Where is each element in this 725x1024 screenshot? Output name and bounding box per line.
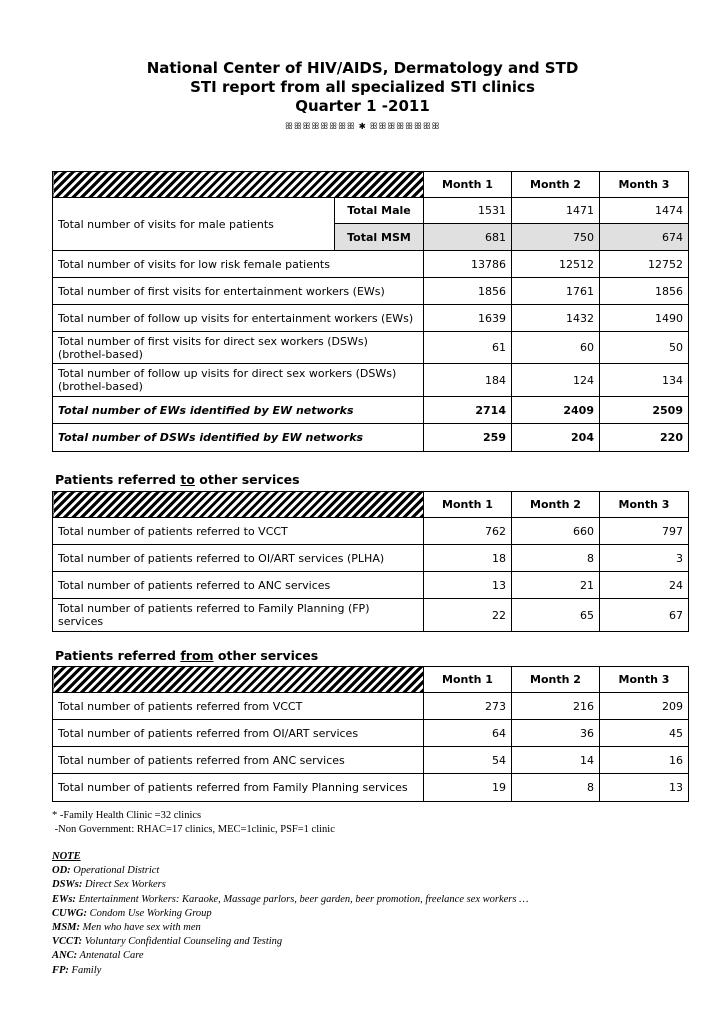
cell-value: 1639 bbox=[424, 305, 512, 332]
note-item: EWs: Entertainment Workers: Karaoke, Massage parlors, beer garden, beer promotion, freelance sex workers … bbox=[52, 893, 529, 905]
cell-value: 54 bbox=[424, 747, 512, 774]
cell-value: 12752 bbox=[600, 251, 689, 278]
table-row bbox=[53, 251, 689, 278]
cell-value: 204 bbox=[512, 424, 600, 452]
section-title-referred-to: Patients referred to other services bbox=[55, 472, 300, 487]
cell-value: 216 bbox=[512, 693, 600, 720]
table-row bbox=[53, 747, 689, 774]
hatch-header-cell bbox=[53, 172, 424, 198]
row-label: Total number of patients referred to ANC services bbox=[53, 572, 424, 599]
cell-value: 67 bbox=[600, 599, 689, 632]
month-header: Month 3 bbox=[600, 667, 689, 693]
cell-value: 1531 bbox=[424, 198, 512, 224]
cell-value: 61 bbox=[424, 332, 512, 364]
table-row bbox=[53, 305, 689, 332]
note-item: ANC: Antenatal Care bbox=[52, 950, 144, 962]
hatch-header-cell bbox=[53, 492, 424, 518]
table-row bbox=[53, 693, 689, 720]
month-header: Month 2 bbox=[512, 667, 600, 693]
month-header: Month 3 bbox=[600, 492, 689, 518]
cell-value: 1856 bbox=[600, 278, 689, 305]
table-row bbox=[53, 599, 689, 632]
ornament-divider: ꕥꕥꕥꕥꕥꕥꕥꕥ ✱ ꕥꕥꕥꕥꕥꕥꕥꕥ bbox=[284, 122, 441, 132]
cell-value: 762 bbox=[424, 518, 512, 545]
row-label: Total number of patients referred from ANC services bbox=[53, 747, 424, 774]
cell-value: 65 bbox=[512, 599, 600, 632]
month-header: Month 3 bbox=[600, 172, 689, 198]
month-header: Month 1 bbox=[424, 667, 512, 693]
note-item: CUWG: Condom Use Working Group bbox=[52, 907, 212, 919]
notes-block bbox=[52, 850, 528, 978]
table-row bbox=[53, 774, 689, 802]
cell-value: 2409 bbox=[512, 397, 600, 424]
row-label: Total number of patients referred from Family Planning services bbox=[53, 774, 424, 802]
cell-value: 14 bbox=[512, 747, 600, 774]
cell-value: 22 bbox=[424, 599, 512, 632]
table-row bbox=[53, 364, 689, 397]
cell-value: 19 bbox=[424, 774, 512, 802]
cell-value: 2509 bbox=[600, 397, 689, 424]
cell-value: 13786 bbox=[424, 251, 512, 278]
month-header: Month 1 bbox=[424, 492, 512, 518]
cell-value: 259 bbox=[424, 424, 512, 452]
note-item: DSWs: Direct Sex Workers bbox=[52, 879, 166, 891]
row-label: Total number of patients referred to VCCT bbox=[53, 518, 424, 545]
cell-value: 64 bbox=[424, 720, 512, 747]
row-label: Total number of follow up visits for entertainment workers (EWs) bbox=[53, 305, 424, 332]
row-label: Total number of first visits for entertainment workers (EWs) bbox=[53, 278, 424, 305]
row-label: Total number of visits for male patients bbox=[53, 198, 335, 251]
sub-label: Total Male bbox=[335, 198, 424, 224]
cell-value: 1474 bbox=[600, 198, 689, 224]
cell-value: 21 bbox=[512, 572, 600, 599]
cell-value: 797 bbox=[600, 518, 689, 545]
footnote-non-government: -Non Government: RHAC=17 clinics, MEC=1clinic, PSF=1 clinic bbox=[52, 824, 335, 835]
notes-heading: NOTE bbox=[52, 851, 81, 862]
cell-value: 1471 bbox=[512, 198, 600, 224]
table-row bbox=[53, 278, 689, 305]
table-row bbox=[53, 720, 689, 747]
row-label: Total number of patients referred from OI/ART services bbox=[53, 720, 424, 747]
note-item: VCCT: Voluntary Confidential Counseling and Testing bbox=[52, 936, 283, 948]
row-label: Total number of patients referred to OI/ART services (PLHA) bbox=[53, 545, 424, 572]
table-row bbox=[53, 332, 689, 364]
row-label: Total number of EWs identified by EW networks bbox=[53, 397, 424, 424]
referred-to-table bbox=[52, 491, 689, 632]
cell-value: 124 bbox=[512, 364, 600, 397]
row-label: Total number of first visits for direct sex workers (DSWs) (brothel-based) bbox=[53, 332, 424, 364]
cell-value: 220 bbox=[600, 424, 689, 452]
cell-value: 18 bbox=[424, 545, 512, 572]
cell-value: 660 bbox=[512, 518, 600, 545]
cell-value: 209 bbox=[600, 693, 689, 720]
cell-value: 50 bbox=[600, 332, 689, 364]
month-header: Month 2 bbox=[512, 492, 600, 518]
cell-value: 36 bbox=[512, 720, 600, 747]
cell-value: 1432 bbox=[512, 305, 600, 332]
report-title-line3: Quarter 1 -2011 bbox=[295, 97, 430, 115]
row-label: Total number of patients referred to Family Planning (FP) services bbox=[53, 599, 424, 632]
cell-value: 60 bbox=[512, 332, 600, 364]
table-row bbox=[53, 572, 689, 599]
note-item: OD: Operational District bbox=[52, 865, 160, 877]
cell-value: 750 bbox=[512, 224, 600, 251]
cell-value: 681 bbox=[424, 224, 512, 251]
cell-value: 24 bbox=[600, 572, 689, 599]
cell-value: 1856 bbox=[424, 278, 512, 305]
cell-value: 3 bbox=[600, 545, 689, 572]
table-row bbox=[53, 518, 689, 545]
cell-value: 45 bbox=[600, 720, 689, 747]
report-title-line1: National Center of HIV/AIDS, Dermatology and STD bbox=[146, 59, 579, 77]
cell-value: 1490 bbox=[600, 305, 689, 332]
cell-value: 8 bbox=[512, 545, 600, 572]
cell-value: 12512 bbox=[512, 251, 600, 278]
table-row bbox=[53, 397, 689, 424]
cell-value: 134 bbox=[600, 364, 689, 397]
cell-value: 13 bbox=[424, 572, 512, 599]
cell-value: 273 bbox=[424, 693, 512, 720]
cell-value: 8 bbox=[512, 774, 600, 802]
report-title-line2: STI report from all specialized STI clinics bbox=[190, 78, 535, 96]
visits-table bbox=[52, 171, 689, 452]
table-row bbox=[53, 424, 689, 452]
row-label: Total number of patients referred from VCCT bbox=[53, 693, 424, 720]
row-label: Total number of DSWs identified by EW networks bbox=[53, 424, 424, 452]
note-item: MSM: Men who have sex with men bbox=[52, 922, 201, 934]
month-header: Month 2 bbox=[512, 172, 600, 198]
cell-value: 2714 bbox=[424, 397, 512, 424]
hatch-header-cell bbox=[53, 667, 424, 693]
sub-label: Total MSM bbox=[335, 224, 424, 251]
cell-value: 184 bbox=[424, 364, 512, 397]
cell-value: 1761 bbox=[512, 278, 600, 305]
cell-value: 16 bbox=[600, 747, 689, 774]
cell-value: 674 bbox=[600, 224, 689, 251]
note-item: FP: Family bbox=[52, 964, 102, 976]
table-row bbox=[53, 198, 689, 224]
month-header: Month 1 bbox=[424, 172, 512, 198]
footnote-family-health: * -Family Health Clinic =32 clinics bbox=[52, 810, 202, 821]
row-label: Total number of visits for low risk female patients bbox=[53, 251, 424, 278]
section-title-referred-from: Patients referred from other services bbox=[55, 648, 319, 663]
row-label: Total number of follow up visits for direct sex workers (DSWs) (brothel-based) bbox=[53, 364, 424, 397]
cell-value: 13 bbox=[600, 774, 689, 802]
table-row bbox=[53, 545, 689, 572]
referred-from-table bbox=[52, 666, 689, 802]
